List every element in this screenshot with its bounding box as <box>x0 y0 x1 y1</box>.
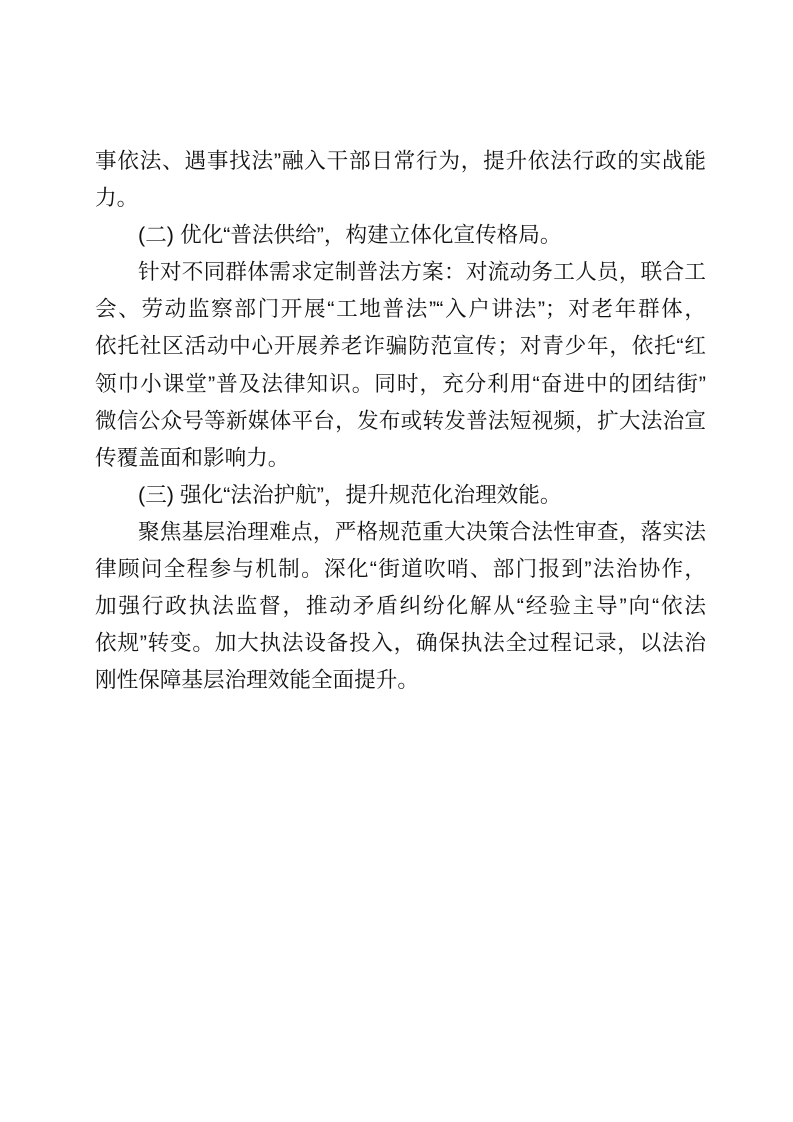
document-line: 事依法、遇事找法”融入干部日常行为，提升依法行政的实战能 <box>95 148 706 173</box>
document-line: (二) 优化“普法供给”，构建立体化宣传格局。 <box>138 222 562 248</box>
document-line: 依规”转变。加大执法设备投入，确保执法全过程记录，以法治 <box>95 630 706 656</box>
document-line: (三) 强化“法治护航”，提升规范化治理效能。 <box>138 481 562 507</box>
document-line: 会、劳动监察部门开展“工地普法”“入户讲法”；对老年群体， <box>95 296 706 322</box>
document-line: 律顾问全程参与机制。深化“街道吹哨、部门报到”法治协作， <box>95 556 706 582</box>
document-line: 刚性保障基层治理效能全面提升。 <box>95 667 419 693</box>
document-line: 力。 <box>95 185 139 211</box>
document-line: 依托社区活动中心开展养老诈骗防范宣传；对青少年，依托“红 <box>95 333 706 359</box>
document-line: 加强行政执法监督，推动矛盾纠纷化解从“经验主导”向“依法 <box>95 593 706 619</box>
document-body <box>95 142 706 698</box>
document-line: 领巾小课堂”普及法律知识。同时，充分利用“奋进中的团结街” <box>95 370 706 396</box>
document-line: 针对不同群体需求定制普法方案：对流动务工人员，联合工 <box>138 259 706 285</box>
document-line: 聚焦基层治理难点，严格规范重大决策合法性审查，落实法 <box>138 518 706 544</box>
document-line: 传覆盖面和影响力。 <box>95 444 290 470</box>
document-line: 微信公众号等新媒体平台，发布或转发普法短视频，扩大法治宣 <box>95 407 706 433</box>
